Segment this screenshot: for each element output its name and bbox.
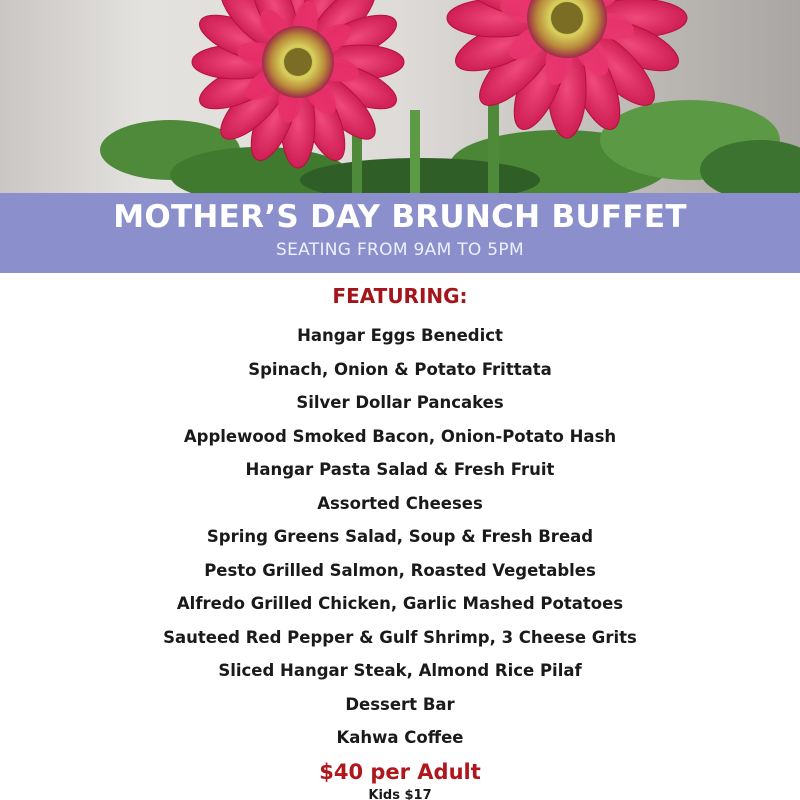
menu-item: Applewood Smoked Bacon, Onion-Potato Hash <box>183 426 617 446</box>
menu-list <box>0 323 800 759</box>
menu-item: Sliced Hangar Steak, Almond Rice Pilaf <box>218 661 582 680</box>
menu-item: Kahwa Coffee <box>336 728 464 747</box>
foliage <box>100 100 800 193</box>
seating-hours: SEATING FROM 9AM TO 5PM <box>276 240 524 260</box>
menu-item: Spinach, Onion & Potato Frittata <box>248 359 552 379</box>
menu-item: Spring Greens Salad, Soup & Fresh Bread <box>206 527 594 546</box>
title-banner <box>0 193 800 273</box>
kids-price: Kids $17 <box>368 788 432 800</box>
menu-item: Dessert Bar <box>345 694 455 714</box>
adult-price: $40 per Adult <box>319 760 481 784</box>
menu-item: Alfredo Grilled Chicken, Garlic Mashed Potatoes <box>176 594 624 613</box>
hero-flower-photo <box>0 0 800 193</box>
menu-item: Hangar Pasta Salad & Fresh Fruit <box>245 460 555 479</box>
menu-item: Pesto Grilled Salmon, Roasted Vegetables <box>204 560 596 580</box>
menu-item: Assorted Cheeses <box>317 493 483 513</box>
gerbera-daisies-illustration <box>0 0 800 193</box>
menu-item: Hangar Eggs Benedict <box>297 326 503 345</box>
menu-item: Silver Dollar Pancakes <box>296 393 504 412</box>
menu-item: Sauteed Red Pepper & Gulf Shrimp, 3 Cheese Grits <box>163 627 637 647</box>
featuring-heading: FEATURING: <box>332 284 468 308</box>
event-title: MOTHER’S DAY BRUNCH BUFFET <box>113 199 687 235</box>
